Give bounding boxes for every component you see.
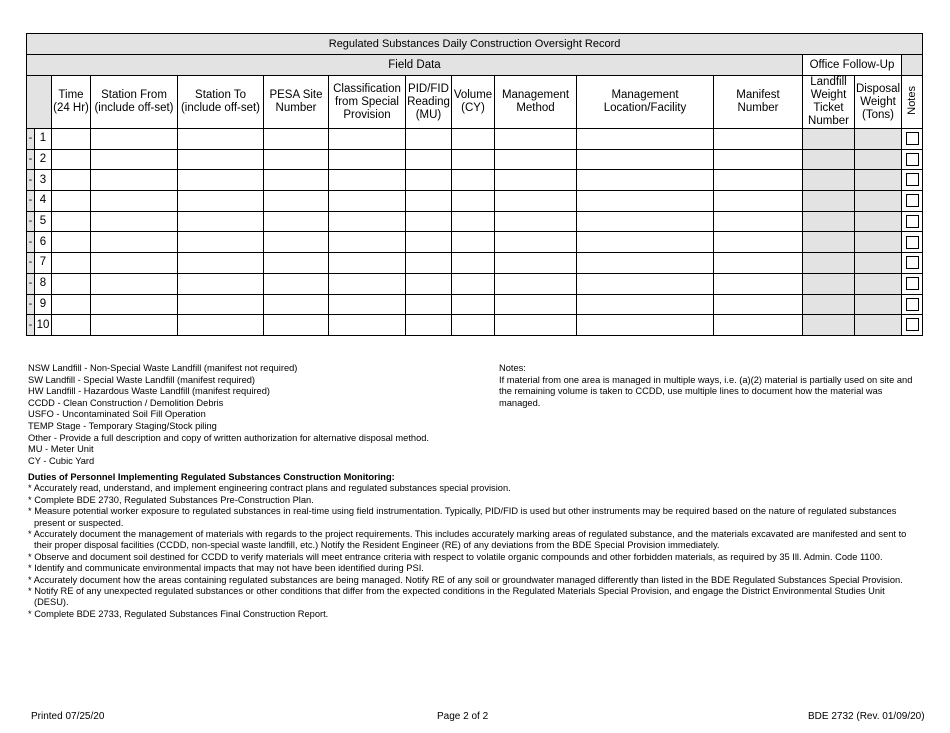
cell-disposal-weight[interactable] [855,273,902,294]
cell-station-from[interactable] [91,273,178,294]
cell-manifest-number[interactable] [714,273,803,294]
cell-management-location[interactable] [577,253,714,274]
cell-disposal-weight[interactable] [855,170,902,191]
cell-station-from[interactable] [91,191,178,212]
table-row [27,315,923,336]
cell-management-location[interactable] [577,232,714,253]
row-dash: - [27,315,35,336]
cell-disposal-weight[interactable] [855,191,902,212]
cell-manifest-number[interactable] [714,232,803,253]
printed-date: Printed 07/25/20 [31,711,105,722]
notes-section [499,363,917,409]
cell-station-to[interactable] [178,211,264,232]
duty-item: * Accurately document how the areas containing regulated substances are being managed. Notify RE of any soil or groundwater managed differently than listed in the BDE Regulated Substances Special Provision. [28,574,903,585]
legend-item: TEMP Stage - Temporary Staging/Stock piling [28,420,217,431]
cell-disposal-weight[interactable] [855,129,902,150]
legend-item: NSW Landfill - Non-Special Waste Landfill (manifest not required) [28,363,298,373]
cell-volume[interactable] [452,253,495,274]
cell-station-from[interactable] [91,170,178,191]
row-dash: - [27,253,35,274]
cell-volume[interactable] [452,149,495,170]
duty-item: * Accurately read, understand, and implement engineering contract plans and regulated substances special provision. [28,483,511,494]
notes-checkbox[interactable] [906,277,919,290]
cell-pid-fid[interactable] [406,191,452,212]
cell-management-location[interactable] [577,315,714,336]
duties-heading: Duties of Personnel Implementing Regulated Substances Construction Monitoring: [28,472,395,482]
row-dash: - [27,149,35,170]
cell-management-location[interactable] [577,170,714,191]
cell-management-location[interactable] [577,191,714,212]
cell-pesa-site[interactable] [264,253,329,274]
cell-disposal-weight[interactable] [855,294,902,315]
cell-management-method[interactable] [495,315,577,336]
form-title: Regulated Substances Daily Construction Oversight Record [27,34,923,55]
cell-landfill-ticket[interactable] [803,232,855,253]
cell-landfill-ticket[interactable] [803,273,855,294]
cell-landfill-ticket[interactable] [803,315,855,336]
row-dash: - [27,232,35,253]
table-row [27,170,923,191]
col-management-method: Management Method [495,76,577,129]
cell-notes [902,294,923,315]
cell-classification[interactable] [329,191,406,212]
cell-station-from[interactable] [91,315,178,336]
cell-landfill-ticket[interactable] [803,211,855,232]
cell-management-location[interactable] [577,129,714,150]
cell-disposal-weight[interactable] [855,149,902,170]
legend-item: USFO - Uncontaminated Soil Fill Operation [28,409,206,420]
cell-manifest-number[interactable] [714,170,803,191]
cell-manifest-number[interactable] [714,294,803,315]
oversight-record-table [26,33,923,336]
cell-pid-fid[interactable] [406,253,452,274]
cell-classification[interactable] [329,170,406,191]
legend-item: CCDD - Clean Construction / Demolition Debris [28,397,224,408]
cell-notes [902,211,923,232]
cell-management-method[interactable] [495,129,577,150]
cell-notes [902,129,923,150]
cell-management-method[interactable] [495,211,577,232]
cell-management-method[interactable] [495,191,577,212]
col-disposal-weight: Disposal Weight (Tons) [855,76,902,129]
cell-station-from[interactable] [91,294,178,315]
notes-checkbox[interactable] [906,256,919,269]
cell-notes [902,315,923,336]
cell-station-to[interactable] [178,170,264,191]
cell-time[interactable] [52,129,91,150]
legend-item: SW Landfill - Special Waste Landfill (manifest required) [28,374,256,385]
cell-volume[interactable] [452,170,495,191]
cell-pesa-site[interactable] [264,170,329,191]
cell-time[interactable] [52,253,91,274]
cell-station-to[interactable] [178,315,264,336]
cell-pid-fid[interactable] [406,315,452,336]
row-number: 7 [35,253,52,274]
cell-landfill-ticket[interactable] [803,191,855,212]
cell-notes [902,232,923,253]
col-station-to: Station To (include off-set) [178,76,264,129]
cell-pesa-site[interactable] [264,232,329,253]
cell-management-method[interactable] [495,232,577,253]
cell-management-method[interactable] [495,149,577,170]
row-number: 9 [35,294,52,315]
cell-classification[interactable] [329,149,406,170]
cell-disposal-weight[interactable] [855,253,902,274]
notes-checkbox[interactable] [906,173,919,186]
row-dash: - [27,273,35,294]
notes-checkbox[interactable] [906,318,919,331]
row-number: 5 [35,211,52,232]
cell-station-to[interactable] [178,191,264,212]
table-row [27,129,923,150]
row-number: 6 [35,232,52,253]
notes-checkbox[interactable] [906,194,919,207]
cell-pesa-site[interactable] [264,149,329,170]
cell-station-to[interactable] [178,149,264,170]
cell-manifest-number[interactable] [714,315,803,336]
cell-landfill-ticket[interactable] [803,253,855,274]
cell-manifest-number[interactable] [714,253,803,274]
cell-classification[interactable] [329,211,406,232]
cell-station-to[interactable] [178,273,264,294]
cell-pid-fid[interactable] [406,273,452,294]
cell-classification[interactable] [329,129,406,150]
row-dash: - [27,170,35,191]
table-row [27,149,923,170]
table-row [27,191,923,212]
cell-time[interactable] [52,232,91,253]
col-landfill-weight-ticket: Landfill Weight Ticket Number [803,76,855,129]
col-station-from: Station From (include off-set) [91,76,178,129]
duties-section [28,472,920,620]
form-number: BDE 2732 (Rev. 01/09/20) [808,711,925,722]
cell-station-to[interactable] [178,129,264,150]
legend-item: MU - Meter Unit [28,444,94,455]
cell-pesa-site[interactable] [264,191,329,212]
cell-volume[interactable] [452,232,495,253]
duty-item: * Accurately document the management of materials with regards to the project requirements. This includes accurately marking areas of regulated substance, and the materials excavated are manifested and sent to their proper disposal facilities (CCDD, non-special waste landfill, etc.) Notify the Resident Engineer (RE) of any deviations from the BDE Special Provision immediately. [28,529,907,551]
cell-station-from[interactable] [91,129,178,150]
cell-manifest-number[interactable] [714,149,803,170]
cell-management-location[interactable] [577,273,714,294]
cell-station-from[interactable] [91,149,178,170]
cell-notes [902,191,923,212]
cell-management-method[interactable] [495,253,577,274]
duty-item: * Measure potential worker exposure to regulated substances in real-time using field instrumentation. Typically, PID/FID is used but other instruments may be required based on the nature of regulated substances present or suspected. [28,506,897,528]
cell-management-location[interactable] [577,149,714,170]
cell-manifest-number[interactable] [714,129,803,150]
col-manifest-number: Manifest Number [714,76,803,129]
notes-checkbox[interactable] [906,298,919,311]
table-row [27,253,923,274]
cell-landfill-ticket[interactable] [803,294,855,315]
cell-classification[interactable] [329,273,406,294]
cell-station-to[interactable] [178,253,264,274]
cell-disposal-weight[interactable] [855,232,902,253]
cell-pesa-site[interactable] [264,211,329,232]
field-data-header: Field Data [27,55,803,76]
cell-pesa-site[interactable] [264,294,329,315]
col-time: Time (24 Hr) [52,76,91,129]
cell-time[interactable] [52,294,91,315]
cell-management-location[interactable] [577,294,714,315]
cell-disposal-weight[interactable] [855,211,902,232]
cell-notes [902,149,923,170]
duty-item: * Notify RE of any unexpected regulated substances or other conditions that differ from the expected conditions in the Regulated Materials Special Provision, and engage the District Environmental Studies Unit (DESU). [28,586,885,608]
legend-item: CY - Cubic Yard [28,455,95,466]
cell-station-from[interactable] [91,232,178,253]
cell-notes [902,273,923,294]
cell-manifest-number[interactable] [714,191,803,212]
cell-management-method[interactable] [495,273,577,294]
row-number: 2 [35,149,52,170]
cell-volume[interactable] [452,129,495,150]
cell-notes [902,170,923,191]
notes-checkbox[interactable] [906,215,919,228]
cell-pesa-site[interactable] [264,129,329,150]
cell-pid-fid[interactable] [406,170,452,191]
cell-landfill-ticket[interactable] [803,149,855,170]
cell-disposal-weight[interactable] [855,315,902,336]
cell-volume[interactable] [452,211,495,232]
duty-item: * Complete BDE 2733, Regulated Substances Final Construction Report. [28,608,329,619]
notes-header-spacer [902,55,923,76]
cell-time[interactable] [52,170,91,191]
col-pesa-site-number: PESA Site Number [264,76,329,129]
cell-classification[interactable] [329,253,406,274]
cell-time[interactable] [52,315,91,336]
col-management-location: Management Location/Facility [577,76,714,129]
cell-volume[interactable] [452,191,495,212]
office-follow-up-header: Office Follow-Up [803,55,902,76]
notes-checkbox[interactable] [906,153,919,166]
col-pid-fid-reading: PID/FID Reading (MU) [406,76,452,129]
notes-checkbox[interactable] [906,132,919,145]
cell-pid-fid[interactable] [406,211,452,232]
row-dash: - [27,191,35,212]
cell-management-method[interactable] [495,170,577,191]
duty-item: * Complete BDE 2730, Regulated Substances Pre-Construction Plan. [28,494,314,505]
duty-item: * Identify and communicate environmental impacts that may not have been identified during PSI. [28,563,424,574]
row-dash: - [27,294,35,315]
cell-time[interactable] [52,273,91,294]
cell-volume[interactable] [452,315,495,336]
row-number-header [27,76,52,129]
row-dash: - [27,129,35,150]
notes-checkbox[interactable] [906,236,919,249]
cell-volume[interactable] [452,273,495,294]
cell-pesa-site[interactable] [264,273,329,294]
abbreviation-legend [28,363,429,467]
row-number: 4 [35,191,52,212]
duty-item: * Observe and document soil destined for CCDD to verify materials will meet entrance criteria with respect to volatile organic compounds and other forbidden materials, as required by 35 Ill. Admin. Code 1100. [28,551,883,562]
col-classification: Classification from Special Provision [329,76,406,129]
notes-label: Notes: [499,363,526,373]
cell-time[interactable] [52,191,91,212]
cell-station-to[interactable] [178,232,264,253]
page-number: Page 2 of 2 [437,711,489,722]
cell-pid-fid[interactable] [406,129,452,150]
cell-landfill-ticket[interactable] [803,170,855,191]
cell-time[interactable] [52,211,91,232]
cell-station-from[interactable] [91,211,178,232]
cell-management-method[interactable] [495,294,577,315]
table-row [27,232,923,253]
cell-notes [902,253,923,274]
notes-text: If material from one area is managed in multiple ways, i.e. (a)(2) material is partially used on site and the remaining volume is taken to CCDD, use multiple lines to document how the material was managed. [499,374,913,408]
cell-management-location[interactable] [577,211,714,232]
legend-item: Other - Provide a full description and copy of written authorization for alternative disposal method. [28,432,430,443]
cell-volume[interactable] [452,294,495,315]
row-number: 1 [35,129,52,150]
cell-classification[interactable] [329,315,406,336]
cell-station-to[interactable] [178,294,264,315]
cell-time[interactable] [52,149,91,170]
row-dash: - [27,211,35,232]
cell-station-from[interactable] [91,253,178,274]
legend-item: HW Landfill - Hazardous Waste Landfill (manifest required) [28,386,270,397]
row-number: 3 [35,170,52,191]
col-volume: Volume (CY) [452,76,495,129]
table-row [27,294,923,315]
row-number: 10 [35,315,52,336]
cell-pesa-site[interactable] [264,315,329,336]
col-notes: Notes [902,76,923,129]
cell-classification[interactable] [329,232,406,253]
row-number: 8 [35,273,52,294]
cell-classification[interactable] [329,294,406,315]
cell-pid-fid[interactable] [406,294,452,315]
cell-pid-fid[interactable] [406,232,452,253]
table-row [27,211,923,232]
cell-pid-fid[interactable] [406,149,452,170]
table-row [27,273,923,294]
cell-landfill-ticket[interactable] [803,129,855,150]
cell-manifest-number[interactable] [714,211,803,232]
